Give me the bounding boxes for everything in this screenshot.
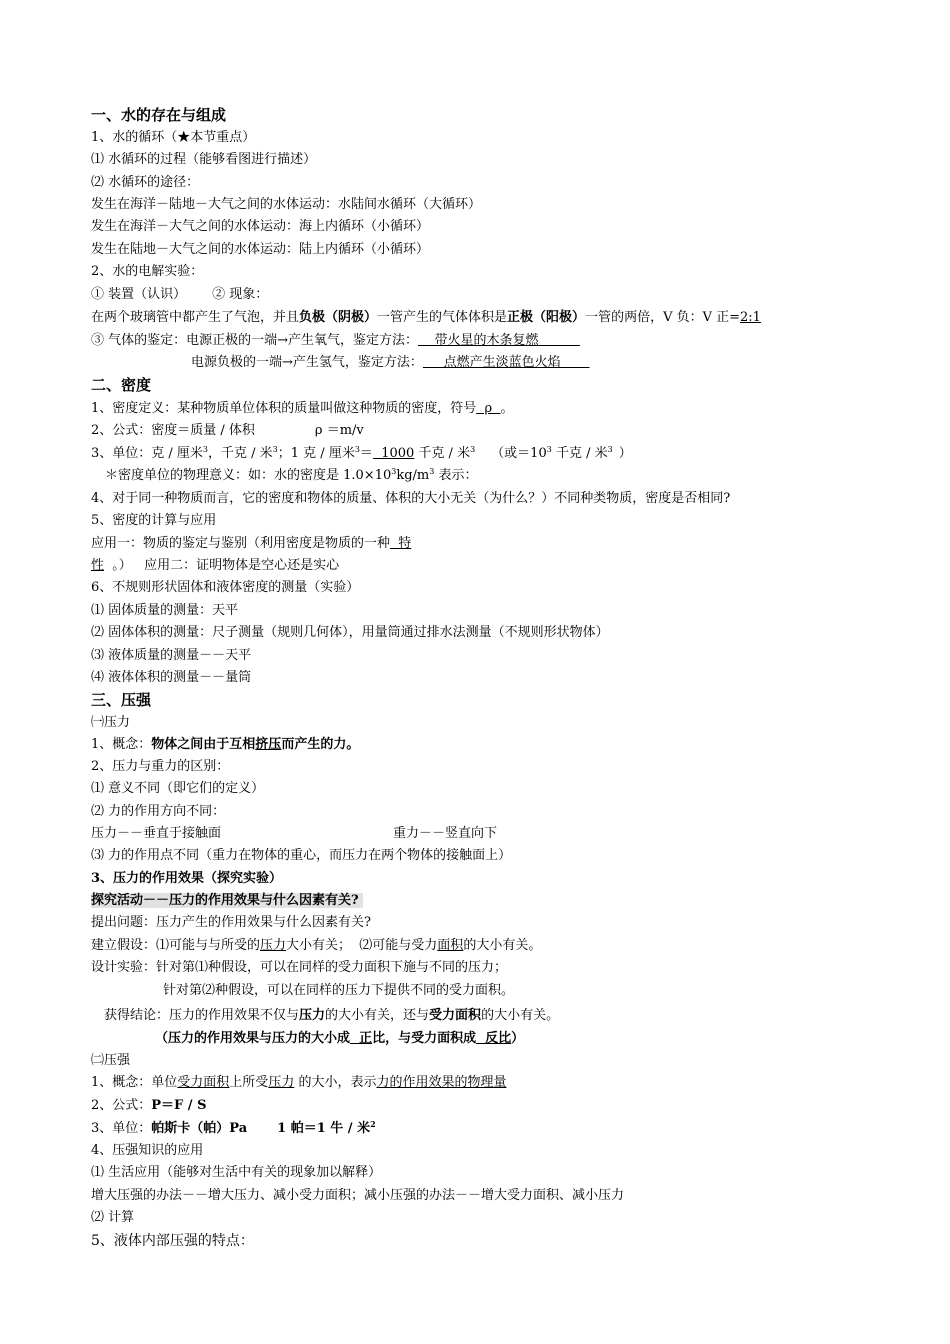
text-line	[91, 307, 761, 329]
text-line	[91, 935, 541, 957]
superscript: 2	[370, 1119, 376, 1129]
superscript: 3	[272, 445, 278, 454]
text-line: ⑵ 力的作用方向不同：	[91, 804, 226, 819]
text-line	[91, 555, 339, 577]
superscript: 3	[202, 445, 209, 454]
text-line: 4、对于同一种物质而言，它的密度和物体的质量、体积的大小无关（为什么？）不同种类物质，密度是否相同?	[91, 491, 731, 506]
text-line	[91, 1118, 376, 1140]
blank-answer: 面积	[437, 938, 464, 953]
text-fragment: 1、密度定义：某种物质单位体积的质量叫做这种物质的密度，符号	[91, 401, 477, 416]
text-line: 5、液体内部压强的特点：	[91, 1233, 254, 1249]
subsection-heading: ㈠压力	[91, 715, 131, 730]
text-line	[91, 1095, 206, 1117]
blank-answer: 受力面积	[177, 1075, 230, 1090]
text-line: 4、压强知识的应用	[91, 1143, 204, 1158]
text-fragment: 千克 / 米	[551, 446, 608, 461]
blank-answer: 力的作用效果的物理量	[376, 1075, 507, 1090]
text-fragment: 建立假设：⑴可能与与所受的	[91, 938, 261, 953]
text-fragment: 电源负极的一端→产生氢气，鉴定方法：	[191, 355, 423, 370]
text-line: 设计实验：针对第⑴种假设，可以在同样的受力面积下施与不同的压力；	[91, 960, 508, 975]
text-line: 发生在海洋－陆地－大气之间的水体运动：水陆间水循环（大循环）	[91, 197, 482, 212]
text-line	[91, 823, 221, 845]
text-line: ⑴ 固体质量的测量：天平	[91, 603, 239, 618]
blank-answer: 2:1	[740, 310, 761, 325]
text-fragment: （压力的作用效果与压力的大小成	[155, 1031, 351, 1046]
text-fragment: 在两个玻璃管中都产生了气泡，并且	[91, 310, 300, 325]
text-fragment: 3、单位：	[91, 1121, 152, 1136]
text-fragment: ② 现象：	[212, 287, 269, 302]
bold-term: 负极（阴极）	[299, 310, 378, 325]
blank-answer: ρ	[476, 401, 501, 416]
blank-answer: 特	[390, 536, 412, 551]
bold-term: 受力面积	[429, 1008, 482, 1023]
bold-term: 帕斯卡（帕）Pa	[151, 1121, 248, 1136]
text-fragment: 比，与受力面积成	[372, 1031, 477, 1046]
text-line	[91, 533, 411, 555]
text-line: 增大压强的办法－－增大压力、减小受力面积；减小压强的办法－－增大受力面积、减小压力	[91, 1188, 625, 1203]
text-fragment: ＝	[359, 446, 373, 461]
text-fragment: 的大小有关。	[481, 1008, 560, 1023]
blank-answer: 压力	[268, 1075, 295, 1090]
text-fragment: 获得结论：压力的作用效果不仅与	[104, 1008, 300, 1023]
text-line: ⑴ 生活应用（能够对生活中有关的现象加以解释）	[91, 1165, 382, 1180]
text-line: ⑶ 液体质量的测量－－天平	[91, 648, 252, 663]
text-line: 发生在陆地－大气之间的水体运动：陆上内循环（小循环）	[91, 242, 430, 257]
text-line	[104, 1005, 559, 1027]
text-line: 6、不规则形状固体和液体密度的测量（实验）	[91, 580, 360, 595]
text-line: 发生在海洋－大气之间的水体运动：海上内循环（小循环）	[91, 219, 430, 234]
text-fragment: 表示：	[434, 468, 478, 483]
text-line: 1、水的循环（★本节重点）	[91, 130, 256, 145]
text-fragment: 一管产生的气体体积是	[377, 310, 508, 325]
text-line: ⑴ 意义不同（即它们的定义）	[91, 781, 265, 796]
text-line	[191, 352, 590, 374]
text-fragment: 千克 / 米	[414, 446, 471, 461]
text-line: 2、压力与重力的区别：	[91, 759, 230, 774]
text-fragment: 2、公式：密度＝质量 / 体积	[91, 423, 255, 438]
text-fragment: 的大小，表示	[294, 1075, 377, 1090]
superscript: 3	[470, 445, 476, 454]
blank-answer: 压力	[260, 938, 287, 953]
text-line: 5、密度的计算与应用	[91, 513, 217, 528]
text-fragment: 应用一：物质的鉴定与鉴别（利用密度是物质的一种	[91, 536, 391, 551]
highlighted-heading: 探究活动－－压力的作用效果与什么因素有关?	[91, 893, 363, 908]
blank-answer: 性	[91, 558, 105, 573]
text-line: 3、压力的作用效果（探究实验）	[91, 871, 283, 886]
text-fragment: 1、概念：单位	[91, 1075, 178, 1090]
text-line	[91, 398, 513, 420]
text-fragment: （或＝10	[491, 446, 547, 461]
text-fragment: 大小有关； ⑵可能与受力	[286, 938, 438, 953]
text-fragment: 2、公式：	[91, 1098, 152, 1113]
text-line: ⑷ 液体体积的测量－－量筒	[91, 670, 252, 685]
text-fragment: ）	[511, 1031, 525, 1046]
subsection-heading: ㈡压强	[91, 1053, 131, 1068]
bold-term: 而产生的力。	[281, 737, 360, 752]
bold-term: 压力	[299, 1008, 326, 1023]
text-line	[91, 1072, 506, 1094]
text-line: ⑶ 力的作用点不同（重力在物体的重心，而压力在两个物体的接触面上）	[91, 848, 512, 863]
text-fragment: ）	[618, 446, 632, 461]
bold-term: 物体之间由于互相	[151, 737, 256, 752]
text-line	[155, 1028, 524, 1050]
text-line	[91, 284, 268, 306]
text-line	[91, 330, 580, 352]
superscript: 3	[354, 445, 360, 454]
text-fragment: 。） 应用二：证明物体是空心还是实心	[104, 558, 340, 573]
blank-answer: 1000	[372, 446, 415, 461]
text-fragment: ，千克 / 米	[208, 446, 273, 461]
text-fragment: ；1 克 / 厘米	[277, 446, 355, 461]
formula: P＝F / S	[151, 1098, 207, 1113]
text-fragment: ③ 气体的鉴定：电源正极的一端→产生氧气，鉴定方法：	[91, 333, 419, 348]
text-line: 提出问题：压力产生的作用效果与什么因素有关?	[91, 915, 371, 930]
text-line: 针对第⑵种假设，可以在同样的压力下提供不同的受力面积。	[163, 983, 515, 998]
text-fragment: 。	[500, 401, 514, 416]
superscript: 3	[607, 445, 613, 454]
text-line: 重力－－竖直向下	[393, 826, 498, 841]
blank-answer: 带火星的木条复燃	[418, 333, 580, 348]
text-line	[91, 890, 363, 912]
superscript: 3	[429, 467, 435, 476]
text-fragment: 的大小有关，还与	[325, 1008, 430, 1023]
section-heading-water: 一、水的存在与组成	[91, 106, 227, 124]
superscript: 3	[391, 467, 397, 476]
bold-term: 正极（阳极）	[507, 310, 586, 325]
section-heading-pressure: 三、压强	[91, 691, 152, 709]
blank-answer: 点燃产生淡蓝色火焰	[422, 355, 590, 370]
text-line	[91, 420, 364, 442]
text-line: ⑵ 固体体积的测量：尺子测量（规则几何体），用量筒通过排水法测量（不规则形状物体）	[91, 625, 609, 640]
superscript: 3	[546, 445, 552, 454]
text-fragment: 一管的两倍，V 负：V 正=	[585, 310, 740, 325]
text-fragment: ① 装置（认识）	[91, 287, 187, 302]
text-fragment: 压力－－垂直于接触面	[91, 826, 222, 841]
text-line: ⑵ 水循环的途径：	[91, 175, 200, 190]
text-line: 2、水的电解实验：	[91, 264, 204, 279]
text-line	[91, 734, 359, 756]
text-fragment: 1、概念：	[91, 737, 152, 752]
text-fragment: kg/m	[396, 468, 430, 483]
section-heading-density: 二、密度	[91, 376, 152, 394]
formula: ρ ＝m/v	[314, 423, 364, 438]
text-fragment: 上所受	[229, 1075, 269, 1090]
text-line	[105, 465, 477, 487]
blank-answer: 正	[350, 1031, 373, 1046]
text-fragment: 3、单位：克 / 厘米	[91, 446, 203, 461]
text-line: ⑴ 水循环的过程（能够看图进行描述）	[91, 152, 317, 167]
text-fragment: 的大小有关。	[463, 938, 542, 953]
text-line	[91, 443, 632, 465]
bold-term: 挤压	[255, 737, 282, 752]
blank-answer: 反比	[476, 1031, 512, 1046]
bold-term: 1 帕＝1 牛 / 米	[277, 1121, 371, 1136]
text-fragment: ＊密度单位的物理意义：如：水的密度是 1.0×10	[105, 468, 392, 483]
text-line: ⑵ 计算	[91, 1210, 135, 1225]
